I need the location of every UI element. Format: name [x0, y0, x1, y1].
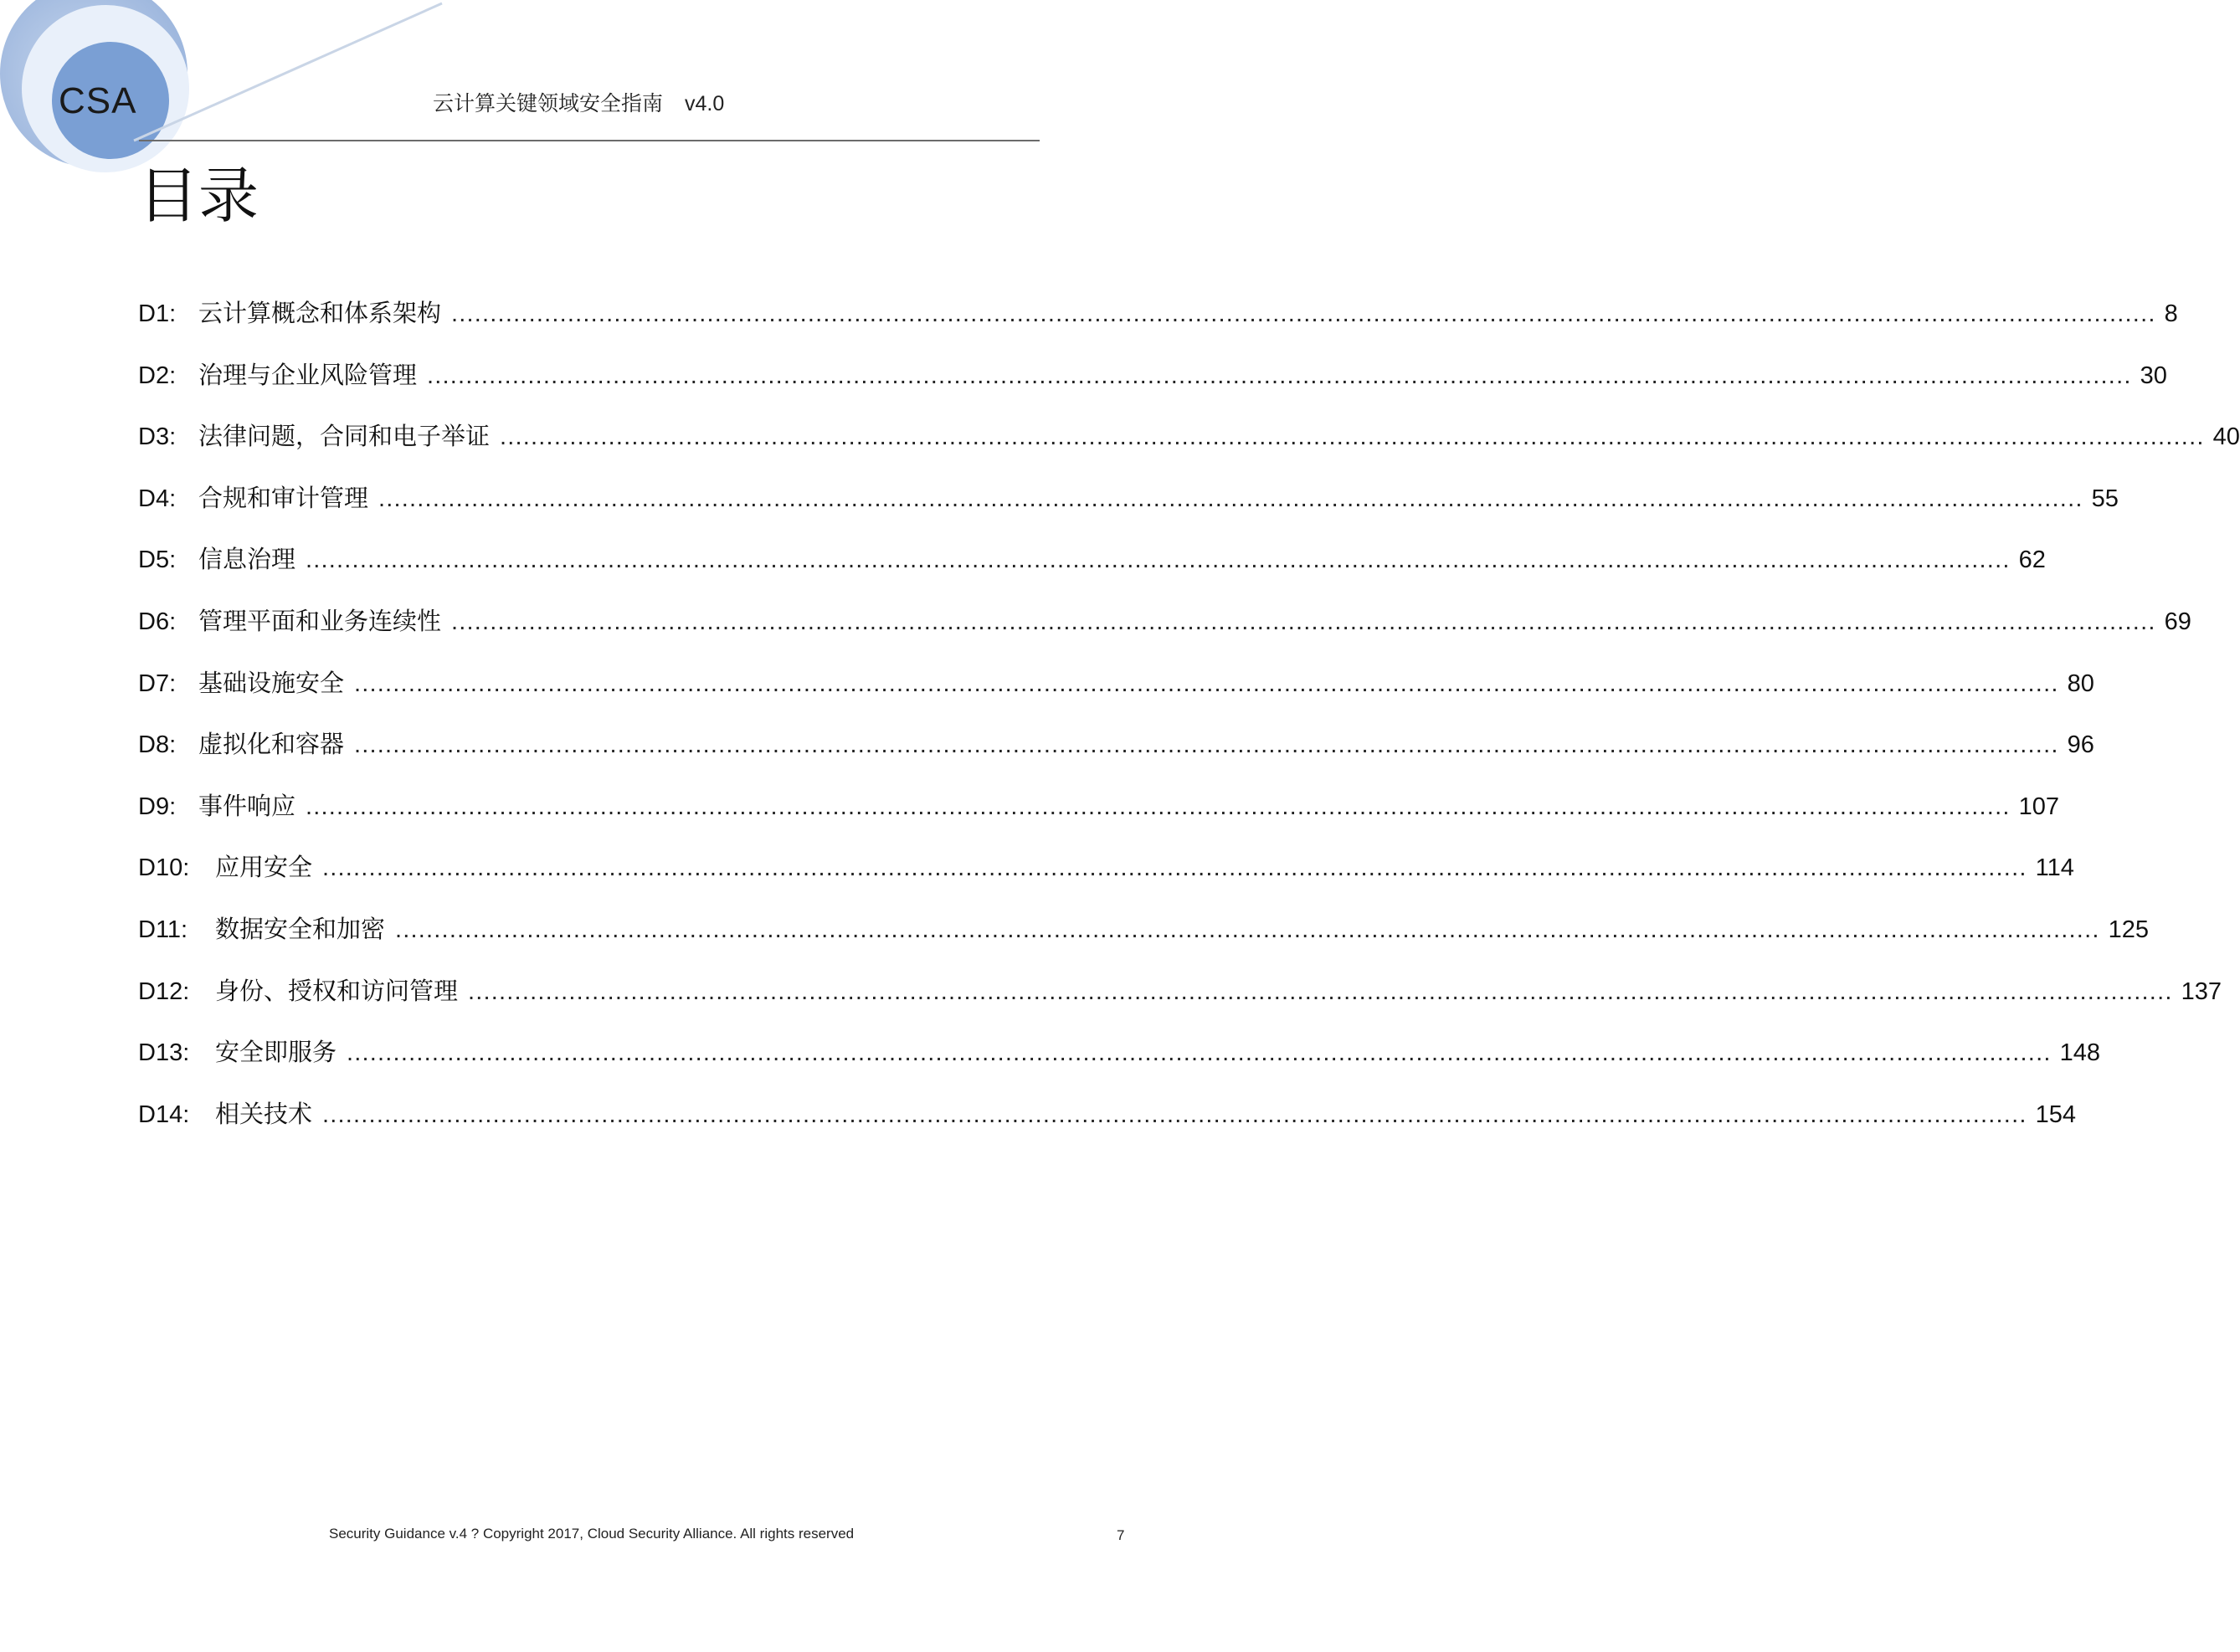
page-number: 7 [1117, 1527, 1125, 1543]
logo-text: CSA [59, 80, 137, 121]
toc-code: D11: [138, 916, 188, 943]
toc-page-number: 62 [2018, 546, 2046, 574]
toc-leader: ............................................................................................................................................................................................................................ [378, 485, 2083, 512]
toc-title: 应用安全 [215, 853, 313, 882]
toc-leader: ............................................................................................................................................................................................................................ [322, 854, 2027, 882]
page-title: 目录 [138, 161, 259, 231]
toc-leader: ............................................................................................................................................................................................................................ [395, 916, 2100, 943]
toc-title: 治理与企业风险管理 [198, 360, 418, 389]
toc-code: D12: [138, 977, 190, 1005]
toc-title: 虚拟化和容器 [198, 730, 345, 759]
toc-code: D9: [138, 793, 177, 820]
toc-entry[interactable] [138, 541, 2046, 603]
toc-page-number: 154 [2035, 1100, 2076, 1128]
toc-title: 信息治理 [198, 545, 296, 574]
toc-title: 法律问题，合同和电子举证 [198, 422, 491, 451]
toc-entry[interactable] [138, 480, 2119, 541]
toc-title: 管理平面和业务连续性 [198, 606, 442, 635]
toc-leader: ............................................................................................................................................................................................................................ [468, 977, 2173, 1005]
toc-code: D10: [138, 854, 190, 882]
toc-code: D4: [138, 485, 177, 512]
toc-leader: ............................................................................................................................................................................................................................ [451, 608, 2156, 635]
toc-entry[interactable] [138, 418, 2240, 480]
toc-leader: ............................................................................................................................................................................................................................ [354, 670, 2059, 697]
header-title-text: 云计算关键领域安全指南 [433, 91, 664, 115]
toc-page-number: 114 [2035, 854, 2074, 882]
toc-leader: ............................................................................................................................................................................................................................ [500, 423, 2205, 451]
toc-code: D5: [138, 546, 177, 574]
toc-page-number: 30 [2140, 362, 2167, 389]
header-divider [139, 140, 1040, 141]
toc-page-number: 69 [2164, 608, 2191, 635]
toc-entry[interactable] [138, 972, 2222, 1034]
toc-entry[interactable] [138, 1034, 2100, 1095]
toc-code: D3: [138, 423, 177, 451]
toc-title: 事件响应 [198, 791, 296, 820]
toc-code: D13: [138, 1039, 190, 1067]
toc-title: 基础设施安全 [198, 668, 345, 697]
toc-title: 云计算概念和体系架构 [198, 299, 442, 327]
toc-page-number: 148 [2059, 1039, 2100, 1067]
toc-title: 相关技术 [215, 1099, 313, 1128]
table-of-contents [138, 295, 2240, 1157]
toc-page-number: 137 [2181, 977, 2222, 1005]
toc-entry[interactable] [138, 726, 2094, 788]
toc-entry[interactable] [138, 788, 2059, 849]
toc-leader: ............................................................................................................................................................................................................................ [306, 546, 2011, 574]
toc-entry[interactable] [138, 603, 2191, 664]
toc-page-number: 40 [2212, 423, 2240, 451]
toc-leader: ............................................................................................................................................................................................................................ [347, 1039, 2052, 1067]
toc-title: 身份、授权和访问管理 [215, 976, 459, 1005]
toc-page-number: 96 [2067, 731, 2094, 759]
toc-page-number: 80 [2067, 670, 2094, 697]
toc-leader: ............................................................................................................................................................................................................................ [451, 300, 2156, 327]
toc-code: D1: [138, 300, 177, 327]
toc-code: D2: [138, 362, 177, 389]
toc-title: 合规和审计管理 [198, 483, 369, 512]
toc-page-number: 8 [2164, 300, 2178, 327]
toc-page-number: 107 [2018, 793, 2059, 820]
toc-title: 数据安全和加密 [215, 914, 386, 943]
toc-page-number: 125 [2108, 916, 2149, 943]
toc-leader: ............................................................................................................................................................................................................................ [354, 731, 2059, 759]
document-header-title [433, 87, 724, 117]
toc-code: D14: [138, 1100, 190, 1128]
toc-title: 安全即服务 [215, 1038, 337, 1067]
toc-entry[interactable] [138, 911, 2149, 972]
toc-entry[interactable] [138, 357, 2167, 418]
header-version: v4.0 [685, 92, 725, 115]
toc-leader: ............................................................................................................................................................................................................................ [306, 793, 2011, 820]
toc-code: D8: [138, 731, 177, 759]
toc-leader: ............................................................................................................................................................................................................................ [427, 362, 2132, 389]
toc-code: D7: [138, 670, 177, 697]
toc-entry[interactable] [138, 1095, 2076, 1157]
toc-page-number: 55 [2091, 485, 2119, 512]
toc-entry[interactable] [138, 295, 2178, 357]
toc-leader: ............................................................................................................................................................................................................................ [322, 1100, 2027, 1128]
toc-entry[interactable] [138, 849, 2074, 911]
toc-code: D6: [138, 608, 177, 635]
footer-copyright: Security Guidance v.4 ? Copyright 2017, Cloud Security Alliance. All rights reserved [329, 1526, 855, 1542]
toc-entry[interactable] [138, 664, 2094, 726]
